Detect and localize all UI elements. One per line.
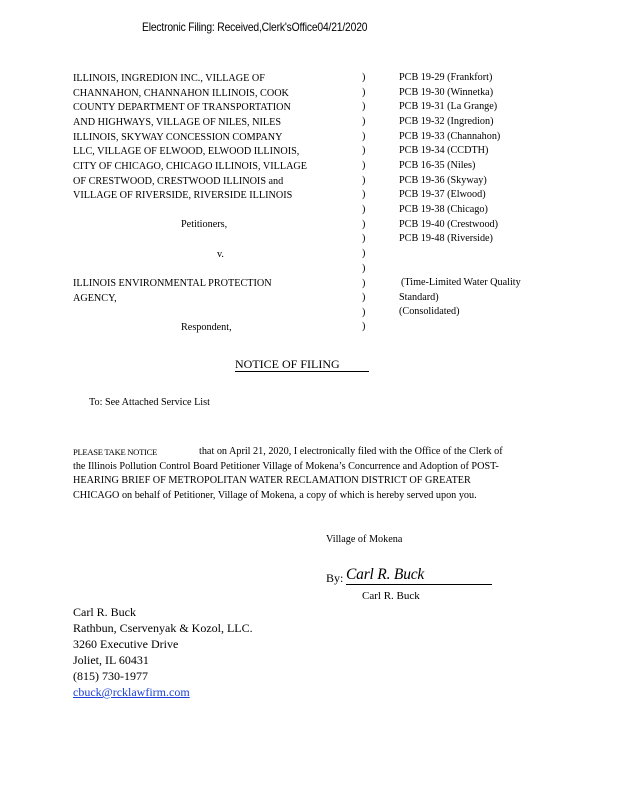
notice-text-2: the Illinois Pollution Control Board Petitioner Village of Mokena’s Concurrence and Adoption of POST-	[73, 461, 499, 472]
petitioners-line-6: LLC, VILLAGE OF ELWOOD, ELWOOD ILLINOIS,	[73, 146, 300, 157]
paren: )	[362, 87, 366, 98]
notice-lead: PLEASE TAKE NOTICE	[73, 447, 157, 457]
respondent-label: Respondent,	[181, 322, 232, 333]
pcb-number: PCB 19-48 (Riverside)	[399, 233, 493, 244]
paren: )	[362, 219, 366, 230]
case-type-line-3: (Consolidated)	[399, 306, 460, 317]
title-underline	[235, 371, 369, 372]
pcb-number: PCB 19-34 (CCDTH)	[399, 145, 489, 156]
pcb-number: PCB 19-32 (Ingredion)	[399, 116, 494, 127]
respondent-line-2: AGENCY,	[73, 293, 117, 304]
pcb-number: PCB 19-40 (Crestwood)	[399, 219, 499, 230]
electronic-filing-header: Electronic Filing: Received,Clerk'sOffice04/21/2020	[142, 20, 368, 34]
pcb-number: PCB 19-33 (Channahon)	[399, 131, 501, 142]
notice-text-1: that on April 21, 2020, I electronically filed with the Office of the Clerk of	[199, 446, 503, 457]
signer-name: Carl R. Buck	[362, 590, 420, 602]
handwritten-signature: Carl R. Buck	[346, 566, 425, 583]
paren: )	[362, 131, 366, 142]
paren: )	[362, 292, 366, 303]
pcb-number: PCB 19-31 (La Grange)	[399, 101, 498, 112]
contact-name: Carl R. Buck	[73, 605, 136, 619]
pcb-number: PCB 19-30 (Winnetka)	[399, 87, 494, 98]
petitioners-line-3: COUNTY DEPARTMENT OF TRANSPORTATION	[73, 102, 291, 113]
petitioners-line-9: VILLAGE OF RIVERSIDE, RIVERSIDE ILLINOIS	[73, 190, 293, 201]
petitioners-line-8: OF CRESTWOOD, CRESTWOOD ILLINOIS and	[73, 176, 284, 187]
paren: )	[362, 72, 366, 83]
paren: )	[362, 233, 366, 244]
case-type-line-2: Standard)	[399, 292, 439, 303]
paren: )	[362, 263, 366, 274]
village-name: Village of Mokena	[326, 534, 403, 545]
paren: )	[362, 189, 366, 200]
petitioners-line-2: CHANNAHON, CHANNAHON ILLINOIS, COOK	[73, 88, 289, 99]
paren: )	[362, 307, 366, 318]
contact-email-link[interactable]: cbuck@rcklawfirm.com	[73, 685, 190, 699]
paren: )	[362, 248, 366, 259]
paren: )	[362, 204, 366, 215]
paren: )	[362, 175, 366, 186]
pcb-number: PCB 19-29 (Frankfort)	[399, 72, 493, 83]
paren: )	[362, 101, 366, 112]
case-type-line-1: (Time-Limited Water Quality	[401, 277, 521, 288]
pcb-number: PCB 19-36 (Skyway)	[399, 175, 487, 186]
pcb-number: PCB 16-35 (Niles)	[399, 160, 476, 171]
petitioners-label: Petitioners,	[181, 219, 228, 230]
contact-firm: Rathbun, Cservenyak & Kozol, LLC.	[73, 621, 253, 635]
petitioners-line-5: ILLINOIS, SKYWAY CONCESSION COMPANY	[73, 132, 283, 143]
to-line: To: See Attached Service List	[89, 397, 210, 408]
paren: )	[362, 321, 366, 332]
paren: )	[362, 160, 366, 171]
notice-text-4: CHICAGO on behalf of Petitioner, Village of Mokena, a copy of which is hereby served upon you.	[73, 490, 477, 501]
versus-label: v.	[217, 249, 224, 260]
pcb-number: PCB 19-38 (Chicago)	[399, 204, 488, 215]
contact-phone: (815) 730-1977	[73, 669, 148, 683]
paren: )	[362, 145, 366, 156]
paren: )	[362, 116, 366, 127]
notice-of-filing-title: NOTICE OF FILING	[235, 357, 340, 371]
pcb-number: PCB 19-37 (Elwood)	[399, 189, 486, 200]
contact-street: 3260 Executive Drive	[73, 637, 179, 651]
signature-line	[346, 584, 492, 585]
notice-text-3: HEARING BRIEF OF METROPOLITAN WATER RECLAMATION DISTRICT OF GREATER	[73, 475, 471, 486]
respondent-line-1: ILLINOIS ENVIRONMENTAL PROTECTION	[73, 278, 272, 289]
petitioners-line-4: AND HIGHWAYS, VILLAGE OF NILES, NILES	[73, 117, 281, 128]
by-label: By:	[326, 571, 344, 585]
petitioners-line-7: CITY OF CHICAGO, CHICAGO ILLINOIS, VILLAGE	[73, 161, 308, 172]
petitioners-line-1: ILLINOIS, INGREDION INC., VILLAGE OF	[73, 73, 265, 84]
paren: )	[362, 278, 366, 289]
contact-city: Joliet, IL 60431	[73, 653, 149, 667]
